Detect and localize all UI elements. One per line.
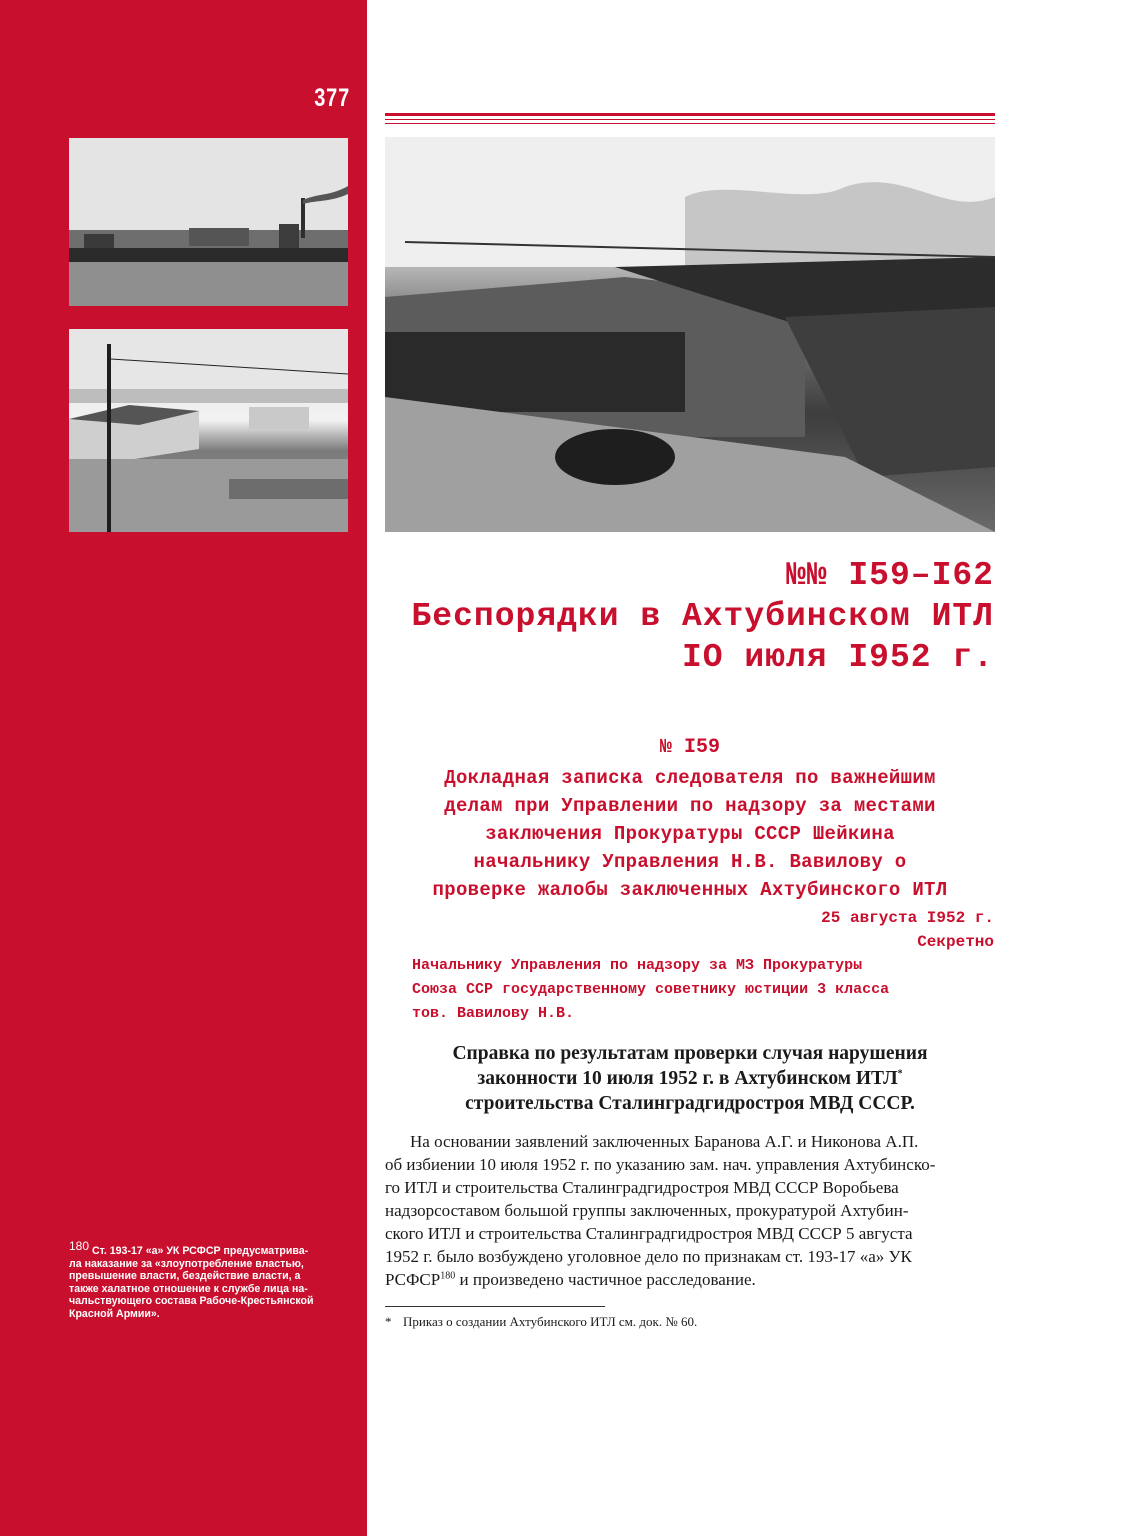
section-title-line: IO июля I952 г. xyxy=(681,639,994,676)
body-line: об избиении 10 июля 1952 г. по указанию зам. нач. управления Ахтубинско- xyxy=(385,1155,936,1174)
sidenote-text: Ст. 193-17 «а» УК РСФСР предусматрива- xyxy=(91,1245,309,1257)
document-heading xyxy=(385,764,995,904)
classification-label: Секретно xyxy=(917,933,994,951)
sidenote-line: ла наказание за «злоупотребление властью, xyxy=(69,1257,304,1270)
report-title-line xyxy=(385,1066,995,1091)
sidenote xyxy=(69,1240,351,1320)
addressee-line: Союза ССР государственному советнику юстиции 3 класса xyxy=(412,981,890,998)
report-title-line: строительства Сталинградгидростроя МВД СССР. xyxy=(465,1093,915,1114)
section-title-line: Беспорядки в Ахтубинском ИТЛ xyxy=(411,598,994,635)
addressee-block xyxy=(412,954,889,1026)
sidenote-number: 180 xyxy=(69,1239,90,1253)
sidenote-reference: 180 xyxy=(440,1270,456,1282)
report-title-text: законности 10 июля 1952 г. в Ахтубинском ИТЛ xyxy=(477,1068,898,1089)
sidenote-line: также халатное отношение к службе лица на- xyxy=(69,1282,308,1295)
report-title xyxy=(385,1041,995,1116)
body-line: ского ИТЛ и строительства Сталинградгидростроя МВД СССР 5 августа xyxy=(385,1224,913,1243)
camp-barracks-overview-photo xyxy=(69,329,348,532)
crowd-at-camp-gathering-photo xyxy=(69,138,348,306)
body-line xyxy=(385,1268,995,1291)
document-number: № I59 xyxy=(659,736,720,759)
footnote-mark: * xyxy=(385,1314,392,1329)
body-text-segment: РСФСР xyxy=(385,1270,441,1289)
sidenote-line: Красной Армии». xyxy=(69,1307,160,1320)
document-date: 25 августа I952 г. xyxy=(821,909,994,927)
report-body xyxy=(385,1130,995,1291)
footnote-reference: * xyxy=(897,1068,903,1080)
report-title-line: Справка по результатам проверки случая нарушения xyxy=(452,1043,928,1064)
header-rule-thin xyxy=(385,123,995,124)
body-line: На основании заявлений заключенных Баранова А.Г. и Никонова А.П. xyxy=(410,1132,919,1151)
header-rule-thin xyxy=(385,119,995,120)
body-line: го ИТЛ и строительства Сталинградгидростроя МВД СССР Воробьева xyxy=(385,1178,899,1197)
footnote xyxy=(385,1314,697,1330)
body-line: 1952 г. было возбуждено уголовное дело по признакам ст. 193-17 «а» УК xyxy=(385,1247,912,1266)
footnote-text: Приказ о создании Ахтубинского ИТЛ см. док. № 60. xyxy=(403,1314,698,1329)
section-title xyxy=(412,555,995,678)
sidenote-line: превышение власти, бездействие власти, а xyxy=(69,1270,301,1282)
document-heading-line: проверке жалобы заключенных Ахтубинского ИТЛ xyxy=(432,879,948,901)
body-text-segment: и произведено частичное расследование. xyxy=(455,1270,756,1289)
footnote-divider xyxy=(385,1306,605,1307)
addressee-line: тов. Вавилову Н.В. xyxy=(412,1005,575,1022)
sidenote-line xyxy=(69,1240,351,1258)
header-rule-thick xyxy=(385,113,995,116)
document-heading-line: начальнику Управления Н.В. Вавилову о xyxy=(473,851,907,873)
page-number: 377 xyxy=(314,84,350,112)
body-line: надзорсоставом большой группы заключенных, прокуратурой Ахтубин- xyxy=(385,1201,909,1220)
prisoners-on-riverbank-photo xyxy=(385,137,995,532)
document-heading-line: Докладная записка следователя по важнейшим xyxy=(444,767,936,789)
document-heading-line: заключения Прокуратуры СССР Шейкина xyxy=(485,823,895,845)
sidenote-line: чальствующего состава Рабоче-Крестьянской xyxy=(69,1295,314,1307)
section-title-line: №№ I59–I62 xyxy=(785,557,994,594)
addressee-line: Начальнику Управления по надзору за МЗ Прокуратуры xyxy=(412,957,863,974)
document-heading-line: делам при Управлении по надзору за местами xyxy=(444,795,936,817)
